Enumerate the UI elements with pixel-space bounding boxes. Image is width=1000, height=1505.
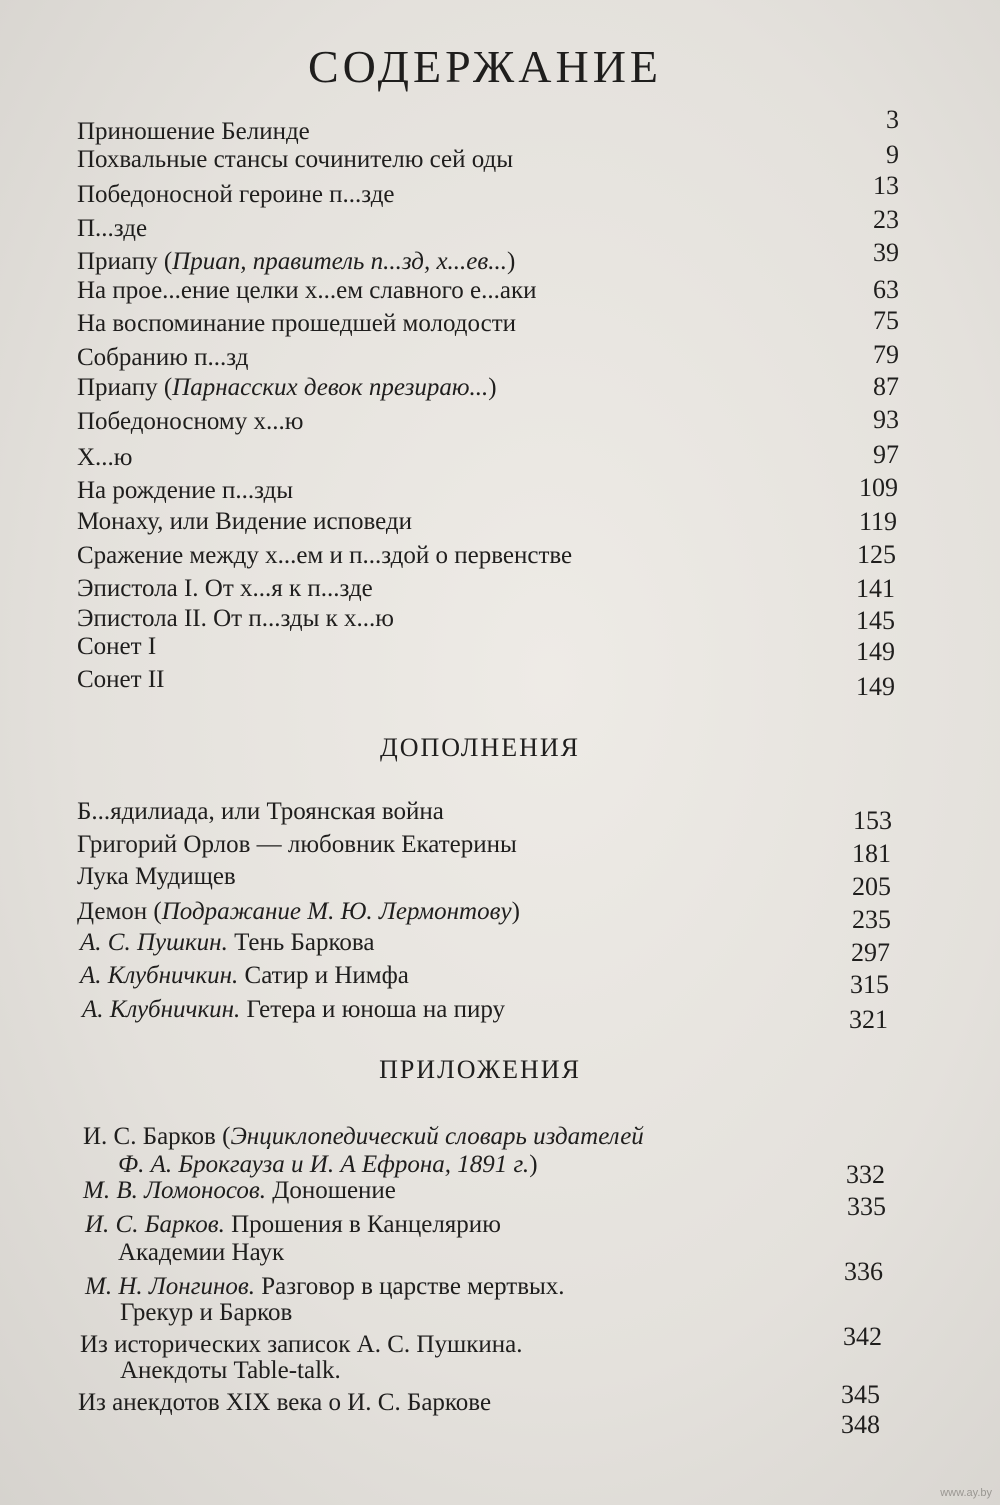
page-number: 348 [841, 1410, 880, 1439]
page-number: 93 [873, 405, 899, 434]
toc-entry [77, 830, 517, 860]
toc-entry [77, 373, 497, 403]
toc-entry [77, 309, 516, 339]
entry-title: Гетера и юноша на пиру [240, 996, 505, 1023]
entry-title: Демон ( [77, 898, 162, 925]
page-number: 335 [847, 1192, 886, 1221]
toc-entry [77, 797, 444, 827]
entry-author: А. Клубничкин. [80, 962, 239, 989]
entry-title: Из исторических записок А. С. Пушкина. [80, 1331, 523, 1358]
page-number: 79 [873, 340, 899, 369]
entry-subtitle: Приап, правитель п...зд, х...ев... [172, 248, 507, 275]
entry-author: М. Н. Лонгинов. [85, 1273, 255, 1300]
page-number: 297 [851, 938, 890, 967]
toc-entry [77, 541, 572, 571]
entry-title: Грекур и Барков [120, 1299, 293, 1326]
entry-title: Сражение между х...ем и п...здой о первенстве [77, 542, 573, 569]
entry-title: Тень Баркова [227, 929, 375, 956]
entry-title: Приапу ( [77, 248, 173, 275]
entry-title: Прошения в Канцелярию [224, 1211, 501, 1238]
entry-title: Собранию п...зд [77, 344, 249, 371]
entry-title: Сонет I [77, 633, 157, 660]
toc-entry [82, 995, 505, 1025]
entry-title: Приношение Белинде [77, 118, 310, 145]
entry-title: Лука Мудищев [77, 863, 236, 890]
toc-entry [77, 276, 536, 306]
toc-entry [77, 897, 520, 927]
toc-entry [83, 1122, 644, 1152]
entry-closing: ) [511, 898, 520, 925]
appendix-title: ПРИЛОЖЕНИЯ [379, 1055, 581, 1084]
additions-title: ДОПОЛНЕНИЯ [380, 733, 580, 762]
entry-closing: ) [488, 374, 497, 401]
watermark: www.ay.by [940, 1487, 992, 1499]
page-number: 332 [846, 1160, 885, 1189]
toc-entry [77, 117, 310, 147]
page-number: 315 [850, 970, 889, 999]
entry-author: А. С. Пушкин. [80, 929, 228, 956]
page-number: 181 [852, 839, 891, 868]
page-number: 145 [856, 606, 895, 635]
entry-title: Эпистола I. От х...я к п...зде [77, 575, 373, 602]
page-number: 141 [856, 574, 895, 603]
toc-entry [77, 407, 303, 437]
entry-author: И. С. Барков. [85, 1211, 225, 1238]
page-number: 3 [886, 105, 899, 134]
entry-subtitle: Ф. А. Брокгауза и И. А Ефрона, 1891 г. [118, 1151, 530, 1178]
toc-entry [80, 961, 409, 991]
entry-author: А. Клубничкин. [82, 996, 241, 1023]
toc-entry [78, 1388, 491, 1418]
entry-title: Приапу ( [77, 374, 173, 401]
page-number: 119 [858, 507, 897, 536]
page-number: 205 [852, 872, 891, 901]
toc-entry [77, 574, 373, 604]
toc-entry [83, 1176, 396, 1206]
entry-closing: ) [529, 1151, 538, 1178]
toc-entry [77, 665, 164, 695]
page-number: 39 [873, 238, 899, 267]
toc-entry [77, 247, 515, 277]
entry-title: На рождение п...зды [77, 477, 294, 504]
toc-entry [120, 1356, 341, 1386]
page-number: 9 [886, 140, 899, 169]
toc-entry [85, 1210, 501, 1240]
page-number: 13 [873, 171, 899, 200]
page-title: СОДЕРЖАНИЕ [307, 41, 663, 92]
toc-entry [77, 443, 132, 473]
entry-title: Победоносному х...ю [77, 408, 304, 435]
page-number: 149 [856, 672, 895, 701]
toc-entry [77, 604, 394, 634]
toc-entry [80, 928, 374, 958]
entry-closing: ) [506, 248, 516, 275]
entry-title: Григорий Орлов — любовник Екатерины [77, 831, 517, 858]
entry-title: Анекдоты Table-talk. [120, 1357, 341, 1384]
entry-title: На прое...ение целки х...ем славного е...аки [77, 277, 537, 304]
entry-subtitle: Парнасских девок презираю... [172, 374, 489, 401]
entry-title: Сатир и Нимфа [238, 962, 409, 989]
page-number: 75 [873, 306, 899, 335]
entry-title: На воспоминание прошедшей молодости [77, 310, 517, 337]
entry-subtitle: Энциклопедический словарь издателей [230, 1123, 644, 1150]
entry-title: Разговор в царстве мертвых. [254, 1273, 565, 1300]
toc-entry [77, 862, 236, 892]
page-number: 345 [841, 1380, 880, 1409]
entry-title: П...зде [77, 215, 148, 242]
entry-title: Эпистола II. От п...зды к х...ю [77, 605, 394, 632]
toc-entry [77, 145, 513, 175]
page-number: 97 [873, 440, 899, 469]
entry-title: Монаху, или Видение исповеди [77, 508, 412, 535]
entry-title: Из анекдотов XIX века о И. С. Баркове [78, 1389, 492, 1416]
entry-title: И. С. Барков ( [83, 1123, 231, 1150]
entry-title: Х...ю [77, 444, 133, 471]
toc-entry [77, 476, 293, 506]
entry-title: Доношение [266, 1177, 396, 1204]
page-number: 153 [853, 806, 892, 835]
page-number: 149 [856, 637, 895, 666]
page-number: 87 [873, 372, 899, 401]
entry-title: Академии Наук [118, 1239, 285, 1266]
toc-entry [77, 507, 412, 537]
page-number: 109 [859, 473, 898, 502]
entry-title: Б...ядилиада, или Троянская война [77, 798, 444, 825]
entry-subtitle: Подражание М. Ю. Лермонтову [161, 898, 512, 925]
entry-title: Сонет II [77, 666, 165, 693]
entry-title: Похвальные стансы сочинителю сей оды [77, 146, 514, 173]
toc-entry [77, 214, 147, 244]
page-number: 342 [843, 1322, 882, 1351]
page-number: 23 [873, 205, 899, 234]
toc-entry [77, 632, 156, 662]
toc-entry [120, 1298, 292, 1328]
toc-entry [77, 343, 248, 373]
page-number: 63 [873, 275, 899, 304]
page-number: 336 [844, 1257, 883, 1286]
entry-author: М. В. Ломоносов. [83, 1177, 267, 1204]
page-number: 125 [857, 540, 896, 569]
entry-title: Победоносной героине п...зде [77, 181, 395, 208]
toc-entry [118, 1238, 284, 1268]
toc-entry [77, 180, 395, 210]
page-number: 235 [852, 905, 891, 934]
page-number: 321 [849, 1005, 888, 1034]
